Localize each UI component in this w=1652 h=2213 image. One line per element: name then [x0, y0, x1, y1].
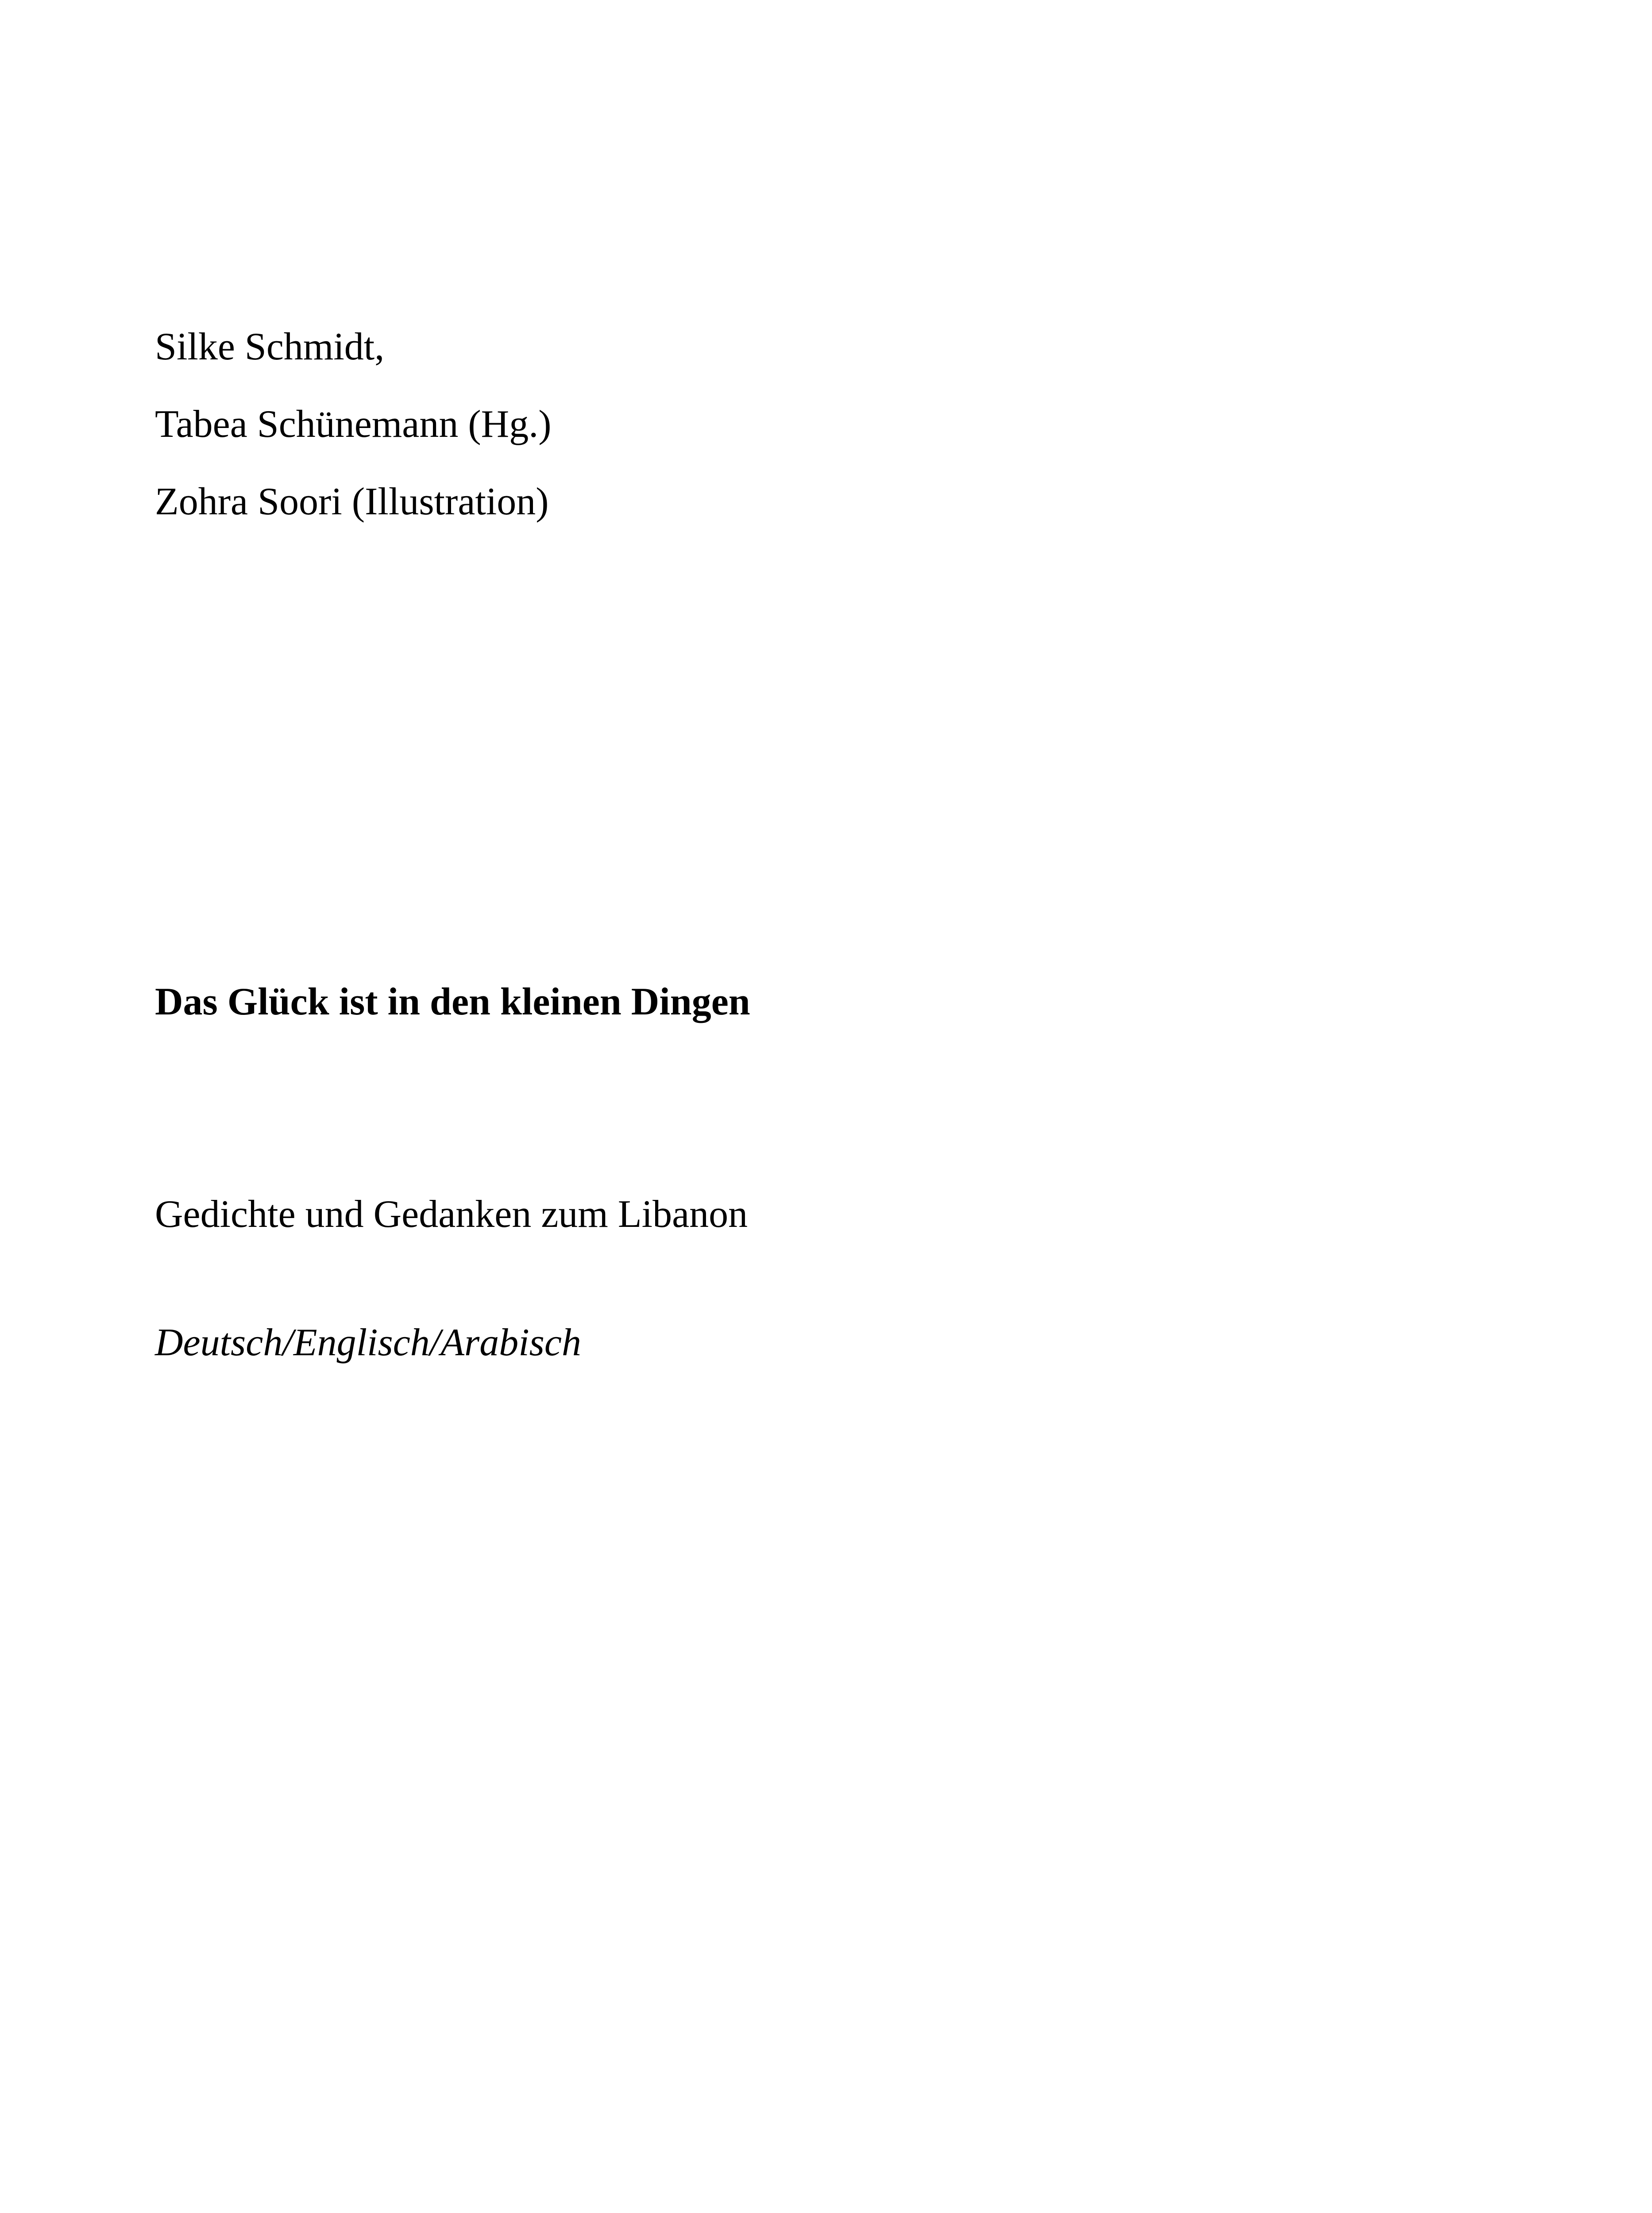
book-languages: Deutsch/Englisch/Arabisch — [155, 1321, 581, 1364]
author-line-zohra-soori: Zohra Soori (Illustration) — [155, 480, 549, 523]
author-line-silke-schmidt: Silke Schmidt, — [155, 325, 385, 368]
book-subtitle: Gedichte und Gedanken zum Libanon — [155, 1193, 748, 1236]
author-line-tabea-schuenemann: Tabea Schünemann (Hg.) — [155, 403, 552, 446]
book-title: Das Glück ist in den kleinen Dingen — [155, 980, 750, 1023]
